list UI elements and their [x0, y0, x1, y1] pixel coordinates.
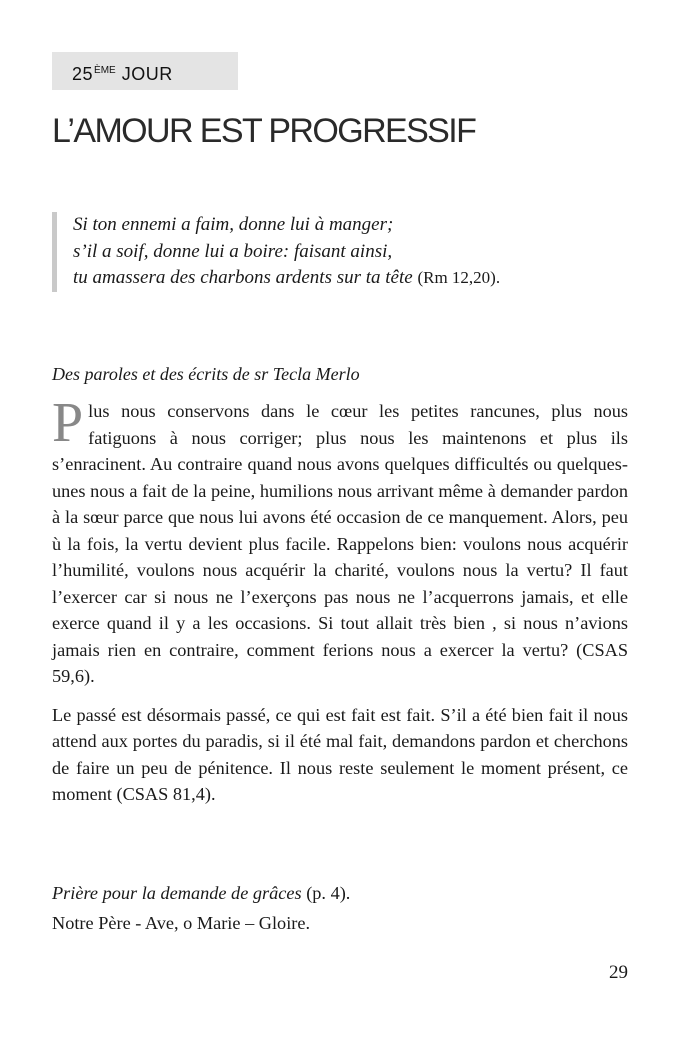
day-suffix: ÈME [94, 65, 116, 76]
quote-line-3 [73, 265, 612, 292]
quote-line-2: s’il a soif, donne lui a boire: faisant ainsi, [73, 240, 393, 262]
page-title: L’AMOUR EST PROGRESSIF [52, 112, 476, 150]
section-heading: Des paroles et des écrits de sr Tecla Merlo [52, 364, 360, 384]
prayer-block [52, 878, 628, 938]
prayer-intro-line [52, 878, 628, 908]
day-word: JOUR [121, 64, 173, 84]
day-label [52, 52, 238, 90]
body-text [52, 392, 628, 820]
quote-line-1: Si ton ennemi a faim, donne lui à manger; [73, 214, 394, 235]
scripture-quote [52, 212, 612, 292]
quote-reference: (Rm 12,20). [417, 268, 501, 287]
paragraph-2: Le passé est désormais passé, ce qui est fait est fait. S’il a été bien fait il nous attend aux portes du paradis, si il été mal fait, demandons pardon et cherchons de faire un peu de pénitence. Il nous reste seulement le moment présent, ce moment (CSAS 81,4). [52, 704, 628, 804]
quote-line-3-text: tu amassera des charbons ardents sur ta tête [73, 267, 413, 288]
prayer-line: Notre Père - Ave, o Marie – Gloire. [52, 913, 311, 933]
prayer-intro-reference: (p. 4). [301, 883, 351, 903]
paragraph-1 [52, 392, 628, 690]
day-number: 25 [72, 64, 94, 84]
prayer-intro: Prière pour la demande de grâces [52, 883, 302, 903]
drop-cap: P [52, 392, 84, 454]
paragraph-1-text: lus nous conservons dans le cœur les petites rancunes, plus nous fatiguons à nous corriger; plus nous les maintenons et plus ils s’enracinent. Au contraire quand nous avons quelques difficultés ou quelques-unes nous a fait de la peine, humilions nous arrivant même à demander pardon à la sœur parce que nous lui avons été occasion de ce manquement. Alors, peu ù la fois, la vertu devient plus facile. Rappelons bien: voulons nous acquérir l’humilité, voulons nous acquérir la charité, voulons nous la vertu? Il faut l’exercer car si nous ne l’exerçons pas nous ne l’acquerrons jamais, et elle exerce quand il y a les occasions. Si tout allait très bien , si nous n’avions jamais rien en contraire, comment ferions nous a exercer la vertu? (CSAS 59,6). [52, 401, 628, 686]
page-number: 29 [609, 962, 628, 983]
